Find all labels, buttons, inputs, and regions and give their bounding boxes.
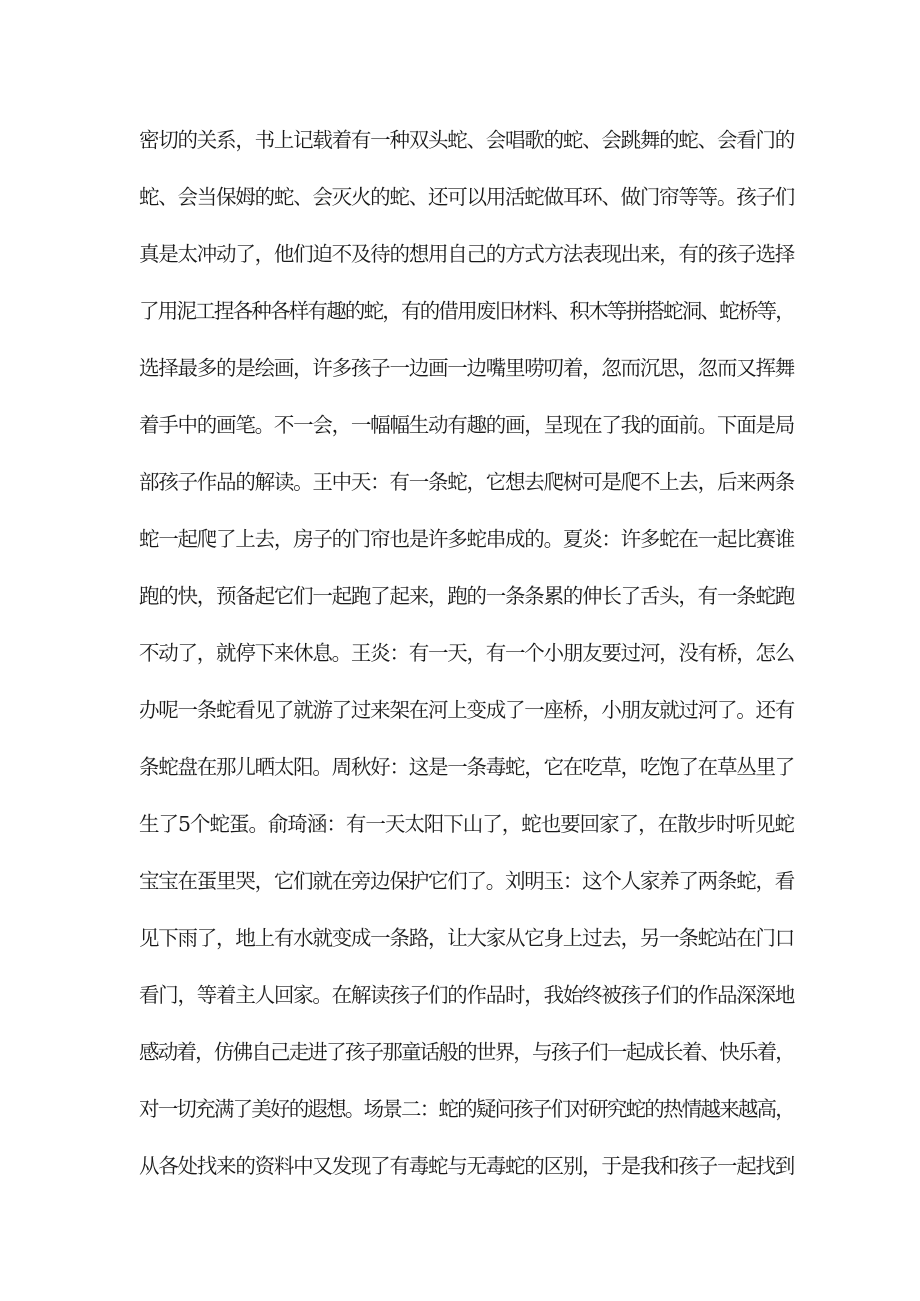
text-line-6: 着手中的画笔。不一会，一幅幅生动有趣的画，呈现在了我的面前。下面是局	[139, 413, 795, 437]
text-line-9: 跑的快，预备起它们一起跑了起来，跑的一条条累的伸长了舌头，有一条蛇跑	[139, 584, 795, 608]
text-line-13: 生了5个蛇蛋。俞琦涵：有一天太阳下山了，蛇也要回家了，在散步时听见蛇	[139, 812, 794, 836]
text-line-10: 不动了，就停下来休息。王炎：有一天，有一个小朋友要过河，没有桥，怎么	[139, 641, 795, 665]
text-line-15: 见下雨了，地上有水就变成一条路，让大家从它身上过去，另一条蛇站在门口	[139, 926, 795, 950]
text-line-18: 对一切充满了美好的遐想。场景二：蛇的疑问孩子们对研究蛇的热情越来越高，	[139, 1097, 794, 1121]
text-line-5: 选择最多的是绘画，许多孩子一边画一边嘴里唠叨着，忽而沉思，忽而又挥舞	[139, 356, 795, 380]
text-line-3: 真是太冲动了，他们迫不及待的想用自己的方式方法表现出来，有的孩子选择	[139, 242, 795, 266]
text-line-2: 蛇、会当保姆的蛇、会灭火的蛇、还可以用活蛇做耳环、做门帘等等。孩子们	[139, 185, 795, 209]
text-line-12: 条蛇盘在那儿晒太阳。周秋好：这是一条毒蛇，它在吃草，吃饱了在草丛里了	[139, 755, 795, 779]
text-line-17: 感动着，仿佛自己走进了孩子那童话般的世界，与孩子们一起成长着、快乐着，	[139, 1040, 794, 1064]
text-line-11: 办呢一条蛇看见了就游了过来架在河上变成了一座桥，小朋友就过河了。还有	[139, 698, 795, 722]
text-line-1: 密切的关系，书上记载着有一种双头蛇、会唱歌的蛇、会跳舞的蛇、会看门的	[139, 128, 795, 152]
text-line-8: 蛇一起爬了上去，房子的门帘也是许多蛇串成的。夏炎：许多蛇在一起比赛谁	[139, 527, 795, 551]
text-line-14: 宝宝在蛋里哭，它们就在旁边保护它们了。刘明玉：这个人家养了两条蛇，看	[139, 869, 795, 893]
text-line-7: 部孩子作品的解读。王中天：有一条蛇，它想去爬树可是爬不上去，后来两条	[139, 470, 795, 494]
text-line-4: 了用泥工捏各种各样有趣的蛇，有的借用废旧材料、积木等拼搭蛇洞、蛇桥等，	[139, 299, 794, 323]
text-line-16: 看门，等着主人回家。在解读孩子们的作品时，我始终被孩子们的作品深深地	[139, 983, 795, 1007]
text-line-19: 从各处找来的资料中又发现了有毒蛇与无毒蛇的区别，于是我和孩子一起找到	[139, 1154, 795, 1178]
